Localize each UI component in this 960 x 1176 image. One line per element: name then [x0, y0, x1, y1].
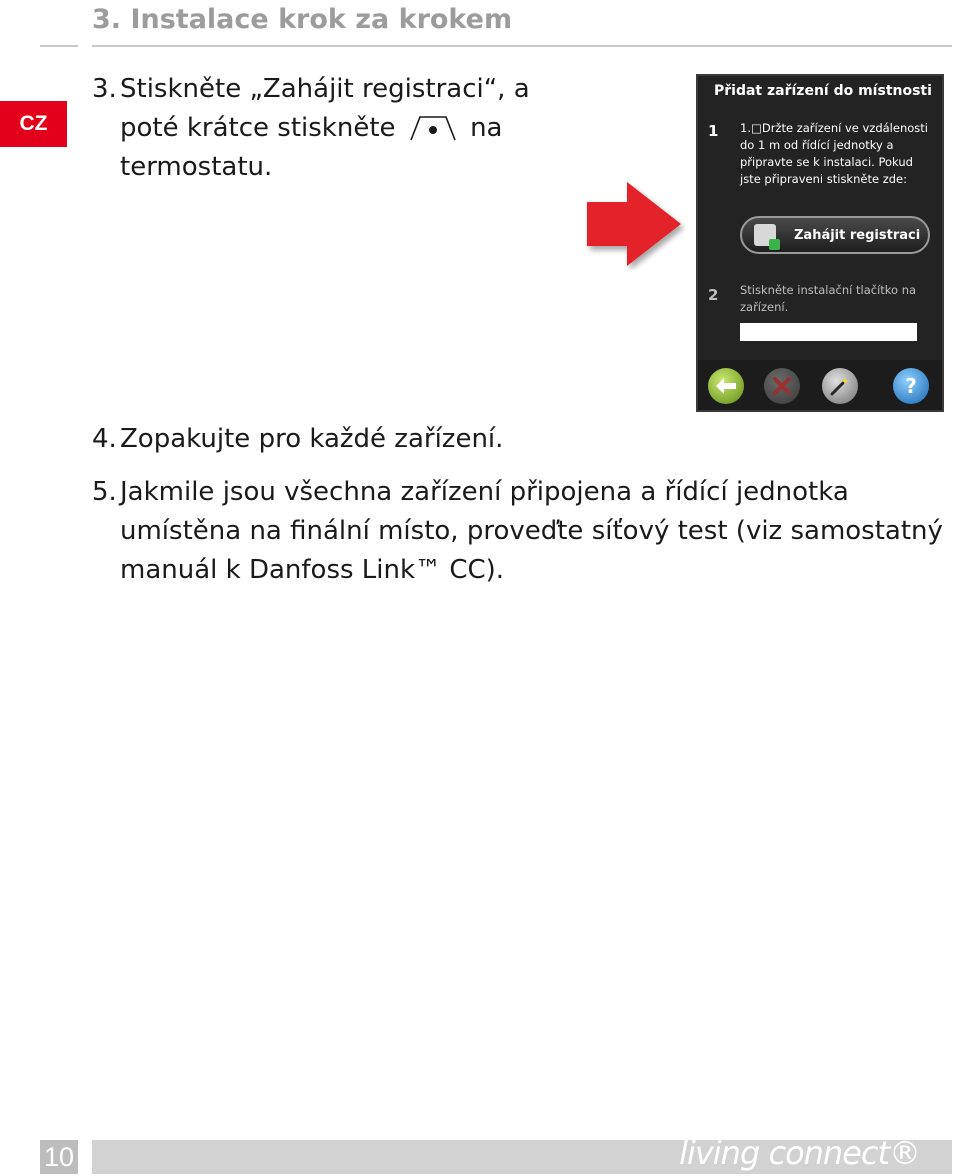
brand-logo: living connect® — [679, 1134, 920, 1172]
step-5-text: Jakmile jsou všechna zařízení připojena a řídící jednotka umístěna na finální místo, proveďte síťový test (viz samostatný manuál k Danfoss Link™ CC). — [120, 477, 943, 585]
step-3-number: 3. — [92, 74, 117, 104]
step-3 — [92, 70, 562, 187]
wizard-icon[interactable] — [822, 368, 858, 404]
header-rule-short — [40, 45, 78, 47]
header-rule — [92, 45, 952, 47]
help-icon[interactable]: ? — [893, 368, 929, 404]
device-step-1-text: 1.□Držte zařízení ve vzdálenosti do 1 m od řídící jednotky a připravte se k instalaci. Pokud jste připraveni stiskněte zde: — [740, 121, 928, 186]
device-screen — [696, 74, 944, 412]
step-4-number: 4. — [92, 424, 117, 454]
thermostat-button-icon — [408, 114, 458, 142]
step-3-text-after: na termostatu. — [120, 113, 503, 182]
device-step-2-text: Stiskněte instalační tlačítko na zařízení. — [740, 283, 917, 314]
step-4-text: Zopakujte pro každé zařízení. — [120, 424, 504, 454]
cancel-icon[interactable] — [764, 368, 800, 404]
start-registration-label: Zahájit registraci — [794, 227, 921, 243]
progress-field — [740, 323, 917, 341]
step-3-text-before: Stiskněte „Zahájit registraci“, a poté krátce stiskněte — [120, 74, 530, 143]
section-title: 3. Instalace krok za krokem — [92, 4, 513, 35]
page-number: 10 — [40, 1140, 78, 1174]
step-5 — [92, 473, 952, 590]
add-device-icon — [754, 224, 776, 246]
language-tab: CZ — [0, 101, 67, 147]
device-screen-title: Přidat zařízení do místnosti — [714, 83, 932, 99]
step-5-number: 5. — [92, 477, 117, 507]
back-icon[interactable] — [708, 368, 744, 404]
step-4 — [92, 420, 592, 459]
start-registration-button[interactable] — [740, 216, 930, 254]
device-step-1-number: 1 — [708, 122, 719, 140]
device-step-2-number: 2 — [708, 286, 719, 304]
red-arrow-icon — [585, 180, 685, 270]
